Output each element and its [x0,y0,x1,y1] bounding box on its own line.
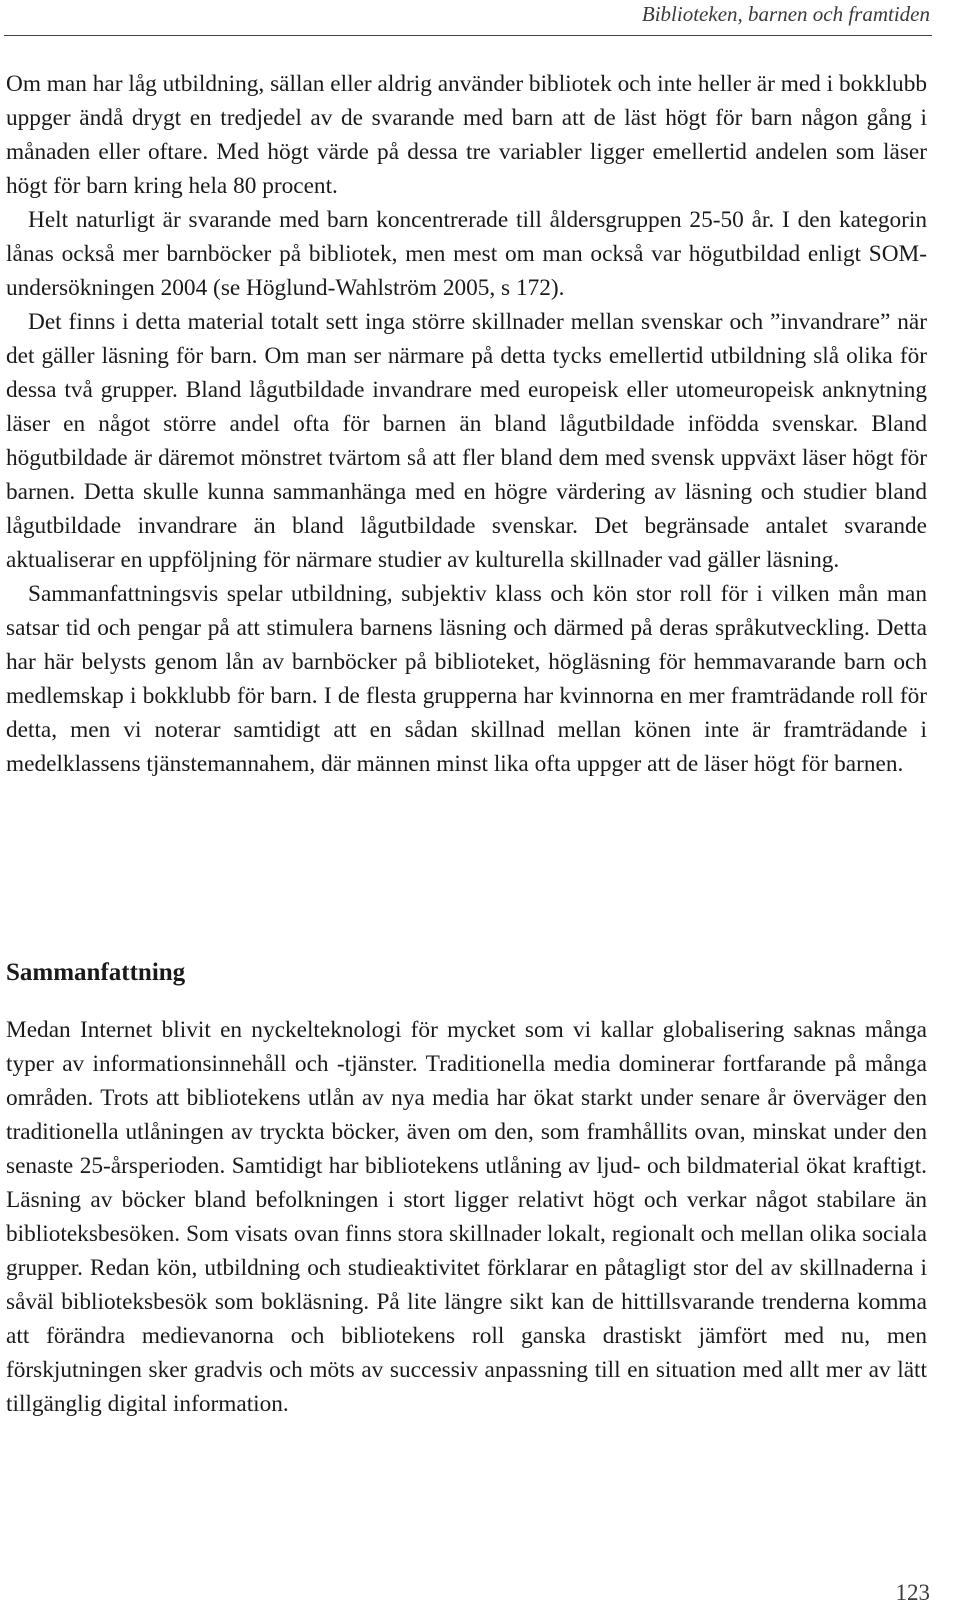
paragraph: Helt naturligt är svarande med barn koncentrerade till åldersgruppen 25-50 år. I den kategorin lånas också mer barnböcker på bibliotek, men mest om man också var högutbildad enligt SOM-undersökningen 2004 (se Höglund-Wahlström 2005, s 172). [6,207,927,301]
body-text-top [6,67,927,781]
section-heading: Sammanfattning [6,959,186,986]
paragraph: Det finns i detta material totalt sett inga större skillnader mellan svenskar och ”invandrare” när det gäller läsning för barn. Om man ser närmare på detta tycks emellertid utbildning slå olika för dessa två grupper. Bland lågutbildade invandrare med europeisk eller utomeuropeisk anknytning läser en något större andel ofta för barnen än bland lågutbildade infödda svenskar. Bland högutbildade är däremot mönstret tvärtom så att fler bland dem med svensk uppväxt läser högt för barnen. Detta skulle kunna sammanhänga med en högre värdering av läsning och studier bland lågutbildade invandrare än bland lågutbildade svenskar. Det begränsade antalet svarande aktualiserar en uppföljning för närmare studier av kulturella skillnader vad gäller läsning. [6,309,927,573]
body-text-bottom [6,1013,927,1421]
paragraph: Medan Internet blivit en nyckelteknologi för mycket som vi kallar globalisering saknas många typer av informationsinnehåll och -tjänster. Traditionella media dominerar fortfarande på många områden. Trots att bibliotekens utlån av nya media har ökat starkt under senare år överväger den traditionella utlåningen av tryckta böcker, även om den, som framhållits ovan, minskat under den senaste 25-årsperioden. Samtidigt har bibliotekens utlåning av ljud- och bildmaterial ökat kraftigt. Läsning av böcker bland befolkningen i stort ligger relativt högt och verkar något stabilare än biblioteksbesöken. Som visats ovan finns stora skillnader lokalt, regionalt och mellan olika sociala grupper. Redan kön, utbildning och studieaktivitet förklarar en påtagligt stor del av skillnaderna i såväl biblioteksbesök som bokläsning. På lite längre sikt kan de hittillsvarande trenderna komma att förändra medievanorna och bibliotekens roll ganska drastiskt jämfört med nu, men förskjutningen sker gradvis och möts av successiv anpassning till en situation med allt mer av lätt tillgänglig digital information. [6,1017,927,1417]
page-number: 123 [895,1580,930,1605]
paragraph: Sammanfattningsvis spelar utbildning, subjektiv klass och kön stor roll för i vilken mån man satsar tid och pengar på att stimulera barnens läsning och därmed på deras språkutveckling. Detta har här belysts genom lån av barnböcker på biblioteket, högläsning för hemmavarande barn och medlemskap i bokklubb för barn. I de flesta grupperna har kvinnorna en mer framträdande roll för detta, men vi noterar samtidigt att en sådan skillnad mellan könen inte är framträdande i medelklassens tjänstemannahem, där männen minst lika ofta uppger att de läser högt för barnen. [6,581,927,777]
paragraph: Om man har låg utbildning, sällan eller aldrig använder bibliotek och inte heller är med i bokklubb uppger ändå drygt en tredjedel av de svarande med barn att de läst högt för barn någon gång i månaden eller oftare. Med högt värde på dessa tre variabler ligger emellertid andelen som läser högt för barn kring hela 80 procent. [6,71,927,199]
running-header: Biblioteken, barnen och framtiden [641,2,930,26]
header-rule [4,35,932,36]
